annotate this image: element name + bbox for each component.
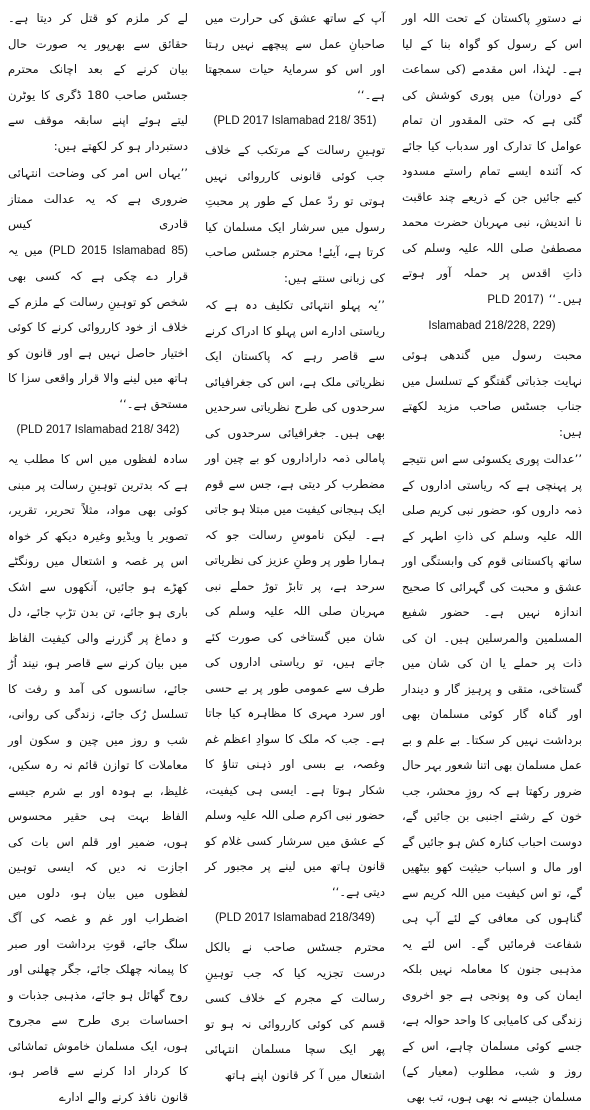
citation: (PLD 2017 Islamabad 218/ 342) <box>16 424 180 436</box>
paragraph: توہینِ رسالت کے مرتکب کے خلاف جب کوئی قانونی کارروائی نہیں ہوتی تو ردّ عمل کے طور پر محبتِ رسول میں سرشار ایک مسلمان کیا کرتا ہے، آیئے! محترم جسٹس صاحب کی زبانی سنتے ہیں: <box>205 143 385 285</box>
citation: (PLD 2017 Islamabad 218/ 351) <box>213 115 377 127</box>
block-quote: ’’یہ پہلو انتہائی تکلیف دہ ہے کہ ریاستی ادارے اس پہلو کا ادراک کرنے سے قاصر رہے کہ پاکستان ایک نظریاتی ملک ہے، اس کی جغرافیائی سرحدوں کی طرح نظریاتی سرحدیں بھی ہیں۔ جغرافیائی سرحدوں کی پامالی ذمہ داراداروں کو بے چین اور مضطرب کر دیتی ہے، جس سے قوم ایک ہیجانی کیفیت میں مبتلا ہو جاتی ہے۔ لیکن ناموسِ رسالت جو کہ ہمارا طور پر وطنِ عزیز کی نظریاتی سرحد ہے، پر تابڑ توڑ حملے نبی مہربان صلی اللہ علیہ وسلم کی شان میں گستاخی کی صورت کئے جاتے ہیں، تو ریاستی اداروں کی طرف سے عمومی طور پر بے حسی اور سرد مہری کا مظاہرہ کیا جاتا ہے۔ جب کہ ملک کا سوادِ اعظم غم وغصہ، بے بسی اور ذہنی تناؤ کا شکار ہوتا ہے۔ ایسی ہی کیفیت، حضور نبی اکرم صلی اللہ علیہ وسلم کے عشق میں سرشار کسی غلام کو قانون ہاتھ میں لینے پر مجبور کر دیتی ہے۔‘‘ <box>205 298 385 899</box>
quote-text: ’’یہاں اس امر کی وضاحت انتہائی ضروری ہے کہ یہ عدالت ممتاز قادری کیس <box>8 166 188 231</box>
block-quote <box>8 161 188 417</box>
paragraph: آپ کے ساتھ عشق کی حرارت میں صاحبانِ عمل سے پیچھے نہیں رہتا اور اس کو سرمایۂ حیات سمجھتا ہے۔‘‘ <box>205 11 385 102</box>
paragraph: محبت رسول میں گندھی ہوئی نہایت جذباتی گفتگو کے تسلسل میں جناب جسٹس صاحب مزید لکھتے ہیں: <box>402 348 582 439</box>
citation-inline: PLD 2017 <box>487 293 540 306</box>
block-quote: ’’عدالت پوری یکسوئی سے اس نتیجے پر پہنچی ہے کہ ریاستی اداروں کے ذمہ داروں کو، حضور نبی کریم صلی اللہ علیہ وسلم کی ذاتِ اطہر کے ساتھ پاکستانی قوم کی وابستگی اور عشق و محبت کی گہرائی کا صحیح اندازہ نہیں ہے۔ حضور شفیع المسلمین والمرسلین ہیں۔ ان کی ذات پر حملے یا ان کی شان میں گستاخی، متقی و پرہیز گار و دیندار اور گناہ گار کوئی مسلمان بھی برداشت نہیں کر سکتا۔ بے علم و بے عمل مسلمان بھی اتنا شعور بہر حال ضرور رکھتا ہے کہ روزِ محشر، جب خون کے رشتے اجنبی بن جائیں گے، دوست احباب کنارہ کش ہو جائیں گے اور مال و اسباب حیثیت کھو بیٹھیں گے، تو اس کیفیت میں اللہ کریم سے گناہوں کی معافی کے لئے آپ ہی شفاعت فرمائیں گے۔ اس لئے یہ مذہبی جنون کا معاملہ نہیں بلکہ ایمان کی وہ پونجی ہے جو اخروی زندگی کی کامیابی کا واحد حوالہ ہے، جسے کوئی مسلمان چاہے، اس کے روز و شب، مطلوب (معیار کے) مسلمان جیسے نہ بھی ہوں، تب بھی <box>402 452 582 1104</box>
column-left <box>8 6 188 1104</box>
paragraph: لے کر ملزم کو قتل کر دیتا ہے۔ حقائق سے بھرپور یہ صورت حال بیان کرنے کے بعد اچانک محترم جسٹس صاحب 180 ڈگری کا یوٹرن لیتے ہوئے اپنے سابقہ موقف سے دستبردار ہو کر لکھتے ہیں: <box>8 11 188 153</box>
citation-inline: (PLD 2015 Islamabad 85) <box>49 244 188 257</box>
paragraph-text: نے دستورِ پاکستان کے تحت اللہ اور اس کے رسول کو گواہ بنا کے لیا ہے۔ لہٰذا، اس مقدمے (کی سماعت کے دوران) میں پوری کوشش کی گئی ہے کہ حتی المقدور ان تمام عوامل کا تدارک اور سدباب کیا جائے کہ آئندہ ایسے تمام راستے مسدود کیے جائیں جن کے ذریعے چند عاقبت نا اندیش، نبی مہربان حضرت محمد مصطفیٰ صلی اللہ علیہ وسلم کی ذاتِ اقدس پر حملہ آور ہوتے ہیں۔‘‘ ( <box>402 11 582 306</box>
citation: Islamabad 218/228, 229) <box>428 320 556 332</box>
paragraph: سادہ لفظوں میں اس کا مطلب یہ ہے کہ بدترین توہینِ رسالت پر مبنی کوئی بھی مواد، مثلاً تحریر، تقریر، تصویر یا ویڈیو وغیرہ دیکھ کر خواہ اس پر غصہ و اشتعال میں رونگٹے کھڑے ہو جائیں، آنکھوں سے اشک باری ہو جائے، تن بدن تڑپ جائے، دل و دماغ پر گزرنے والی کیفیت الفاظ میں بیان کرنے سے قاصر ہو، نیند اُڑ جائے، سانسوں کی آمد و رفت کا تسلسل رُک جائے، زندگی کی روانی، شب و روز میں چین و سکون اور معاملات کا توازن قائم نہ رہ سکیں، غلیظ، بے ہودہ اور بے شرم جیسے الفاظ بہت ہی حقیر محسوس ہوں، ضمیر اور قلم اس بات کی اجازت نہ دیں کہ ایسی توہین لفظوں میں بیان ہو، دلوں میں اضطراب اور غم و غصہ کی آگ سلگ جائے، قوتِ برداشت اور صبر کا پیمانہ چھلک جائے، جگر چھلنی اور روح گھائل ہو جائے، مذہبی جذبات و احساسات بری طرح سے مجروح ہوں، ایک مسلمان خاموش تماشائی کا کردار ادا کرنے سے قاصر ہو، قانون نافذ کرنے والے ادارے <box>8 452 188 1104</box>
column-right <box>402 6 582 1104</box>
column-middle <box>205 6 385 1082</box>
citation: (PLD 2017 Islamabad 218/349) <box>215 912 375 924</box>
paragraph: محترم جسٹس صاحب نے بالکل درست تجزیہ کیا کہ جب توہینِ رسالت کے مجرم کے خلاف کسی قسم کی کوئی کارروائی نہ ہو تو پھر ایک سچا مسلمان انتہائی اشتعال میں آ کر قانون اپنے ہاتھ <box>205 940 385 1082</box>
paragraph <box>402 6 582 313</box>
quote-text-continued: میں یہ قرار دے چکی ہے کہ کسی بھی شخص کو توہینِ رسالت کے ملزم کے خلاف از خود کارروائی کرنے کا کوئی اختیار حاصل نہیں ہے اور قانون کو ہاتھ میں لینے والا قرار واقعی سزا کا مستحق ہے۔‘‘ <box>8 242 188 411</box>
